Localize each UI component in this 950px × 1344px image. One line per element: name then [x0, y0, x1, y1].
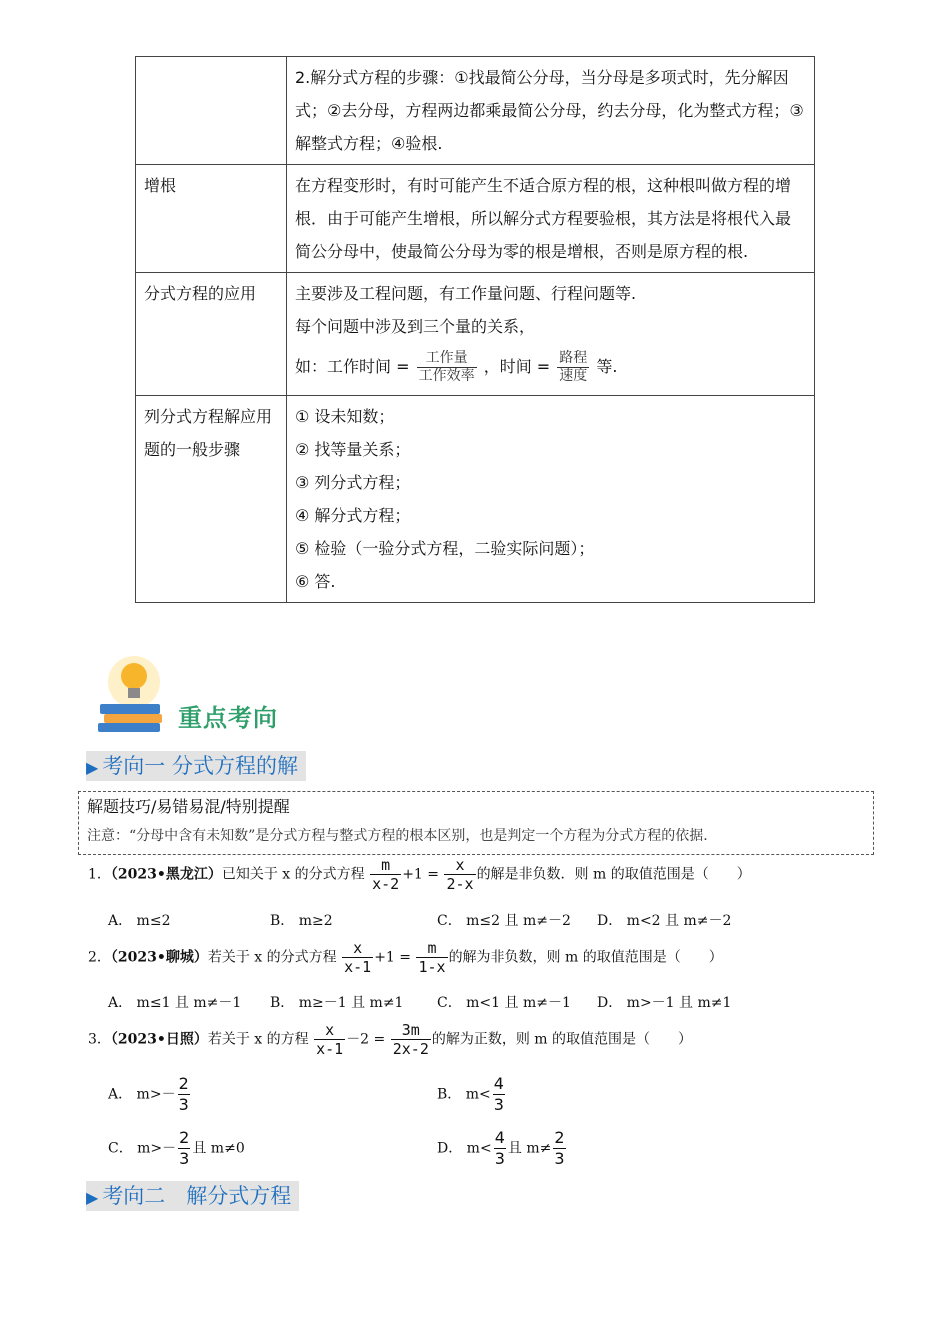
row-content: 在方程变形时，有时可能产生不适合原方程的根，这种根叫做方程的增根．由于可能产生增根，所以解分式方程要验根，其方法是将根代入最简公分母中，使最简公分母为零的根是增根，否则是原方程的根. [287, 165, 815, 273]
fraction: $\frac{\text{路程}}{\text{速度}}$ [559, 350, 588, 384]
option-a: A． m>－ $\frac{2}{3}$ [108, 1074, 189, 1114]
option-b: B． m< $\frac{4}{3}$ [437, 1074, 504, 1114]
question-3: 3．（2023•日照）若关于 x 的方程 $\frac{x}{x-1}$ －2 = $\frac{3m}{2x-2}$ 的解为正数，则 m 的取值范围是（ ） [88, 1021, 693, 1058]
option-a: A． m≤1 且 m≠－1 [108, 995, 242, 1011]
row-content: 2.解分式方程的步骤：①找最简公分母，当分母是多项式时，先分解因式；②去分母，方程两边都乘最简公分母，约去分母，化为整式方程；③解整式方程；④验根. [287, 57, 815, 165]
step-item: ⑥ 答. [295, 572, 336, 591]
fraction: $\frac{x}{x-1}$ [316, 1021, 344, 1058]
tip-box [78, 791, 874, 855]
topic-heading-1: ▶ 考向一 分式方程的解 [86, 751, 306, 781]
fraction: $\frac{x}{2-x}$ [446, 856, 474, 893]
option-d: D． m< $\frac{4}{3}$ 且 m≠ $\frac{2}{3}$ [437, 1128, 565, 1168]
option-d: D． m<2 且 m≠－2 [597, 913, 732, 929]
option-b: B． m≥－1 且 m≠1 [270, 995, 404, 1011]
fraction: $\frac{\text{工作量}}{\text{工作效率}}$ [418, 350, 475, 384]
table-row [136, 273, 815, 396]
topic-heading-2: ▶ 考向二 解分式方程 [86, 1181, 299, 1211]
text-line: 每个问题中涉及到三个量的关系， [295, 317, 536, 336]
fraction: $\frac{4}{3}$ [494, 1128, 505, 1168]
option-d: D． m>－1 且 m≠1 [597, 995, 732, 1011]
option-c: C． m>－ $\frac{2}{3}$ 且 m≠0 [108, 1128, 245, 1168]
triangle-icon: ▶ [86, 758, 99, 777]
option-c: C． m<1 且 m≠－1 [437, 995, 571, 1011]
question-1: 1．（2023•黑龙江）已知关于 x 的分式方程 $\frac{m}{x-2}$ +1 = $\frac{x}{2-x}$ 的解是非负数．则 m 的取值范围是（ ） [88, 856, 751, 893]
option-b: B． m≥2 [270, 913, 333, 929]
option-a: A． m≤2 [108, 913, 171, 929]
knowledge-table [135, 56, 815, 603]
row-label: 增根 [136, 165, 287, 273]
row-content [287, 396, 815, 603]
fraction: $\frac{x}{x-1}$ [344, 939, 372, 976]
step-item: ⑤ 检验（一验分式方程，二验实际问题）； [295, 539, 595, 558]
row-content [287, 273, 815, 396]
fraction: $\frac{3m}{2x-2}$ [392, 1021, 429, 1058]
step-item: ④ 解分式方程； [295, 506, 411, 525]
question-2: 2．（2023•聊城）若关于 x 的分式方程 $\frac{x}{x-1}$ +1 = $\frac{m}{1-x}$ 的解为非负数，则 m 的取值范围是（ ） [88, 939, 723, 976]
row-label: 分式方程的应用 [136, 273, 287, 396]
tip-body: 注意：“分母中含有未知数”是分式方程与整式方程的根本区别，也是判定一个方程为分式方程的依据. [87, 828, 708, 844]
formula-line: 如：工作时间 = $\frac{\text{工作量}}{\text{工作效率}}$ ，时间 = $\frac{\text{路程}}{\text{速度}}$ 等. [295, 350, 618, 384]
triangle-icon: ▶ [86, 1188, 99, 1207]
fraction: $\frac{4}{3}$ [493, 1074, 504, 1114]
fraction: $\frac{2}{3}$ [554, 1128, 565, 1168]
fraction: $\frac{m}{1-x}$ [418, 939, 446, 976]
step-item: ① 设未知数； [295, 407, 395, 426]
table-row [136, 396, 815, 603]
option-c: C． m≤2 且 m≠－2 [437, 913, 571, 929]
fraction: $\frac{2}{3}$ [178, 1074, 189, 1114]
section-title: 重点考向 [178, 704, 278, 732]
fraction: $\frac{2}{3}$ [179, 1128, 190, 1168]
step-item: ③ 列分式方程； [295, 473, 411, 492]
table-row [136, 165, 815, 273]
lightbulb-books-icon [92, 652, 172, 734]
row-label [136, 57, 287, 165]
tip-heading: 解题技巧/易错易混/特别提醒 [87, 797, 290, 816]
fraction: $\frac{m}{x-2}$ [372, 856, 400, 893]
row-label: 列分式方程解应用题的一般步骤 [136, 396, 287, 603]
table-row [136, 57, 815, 165]
step-item: ② 找等量关系； [295, 440, 411, 459]
text-line: 主要涉及工程问题，有工作量问题、行程问题等. [295, 284, 637, 303]
